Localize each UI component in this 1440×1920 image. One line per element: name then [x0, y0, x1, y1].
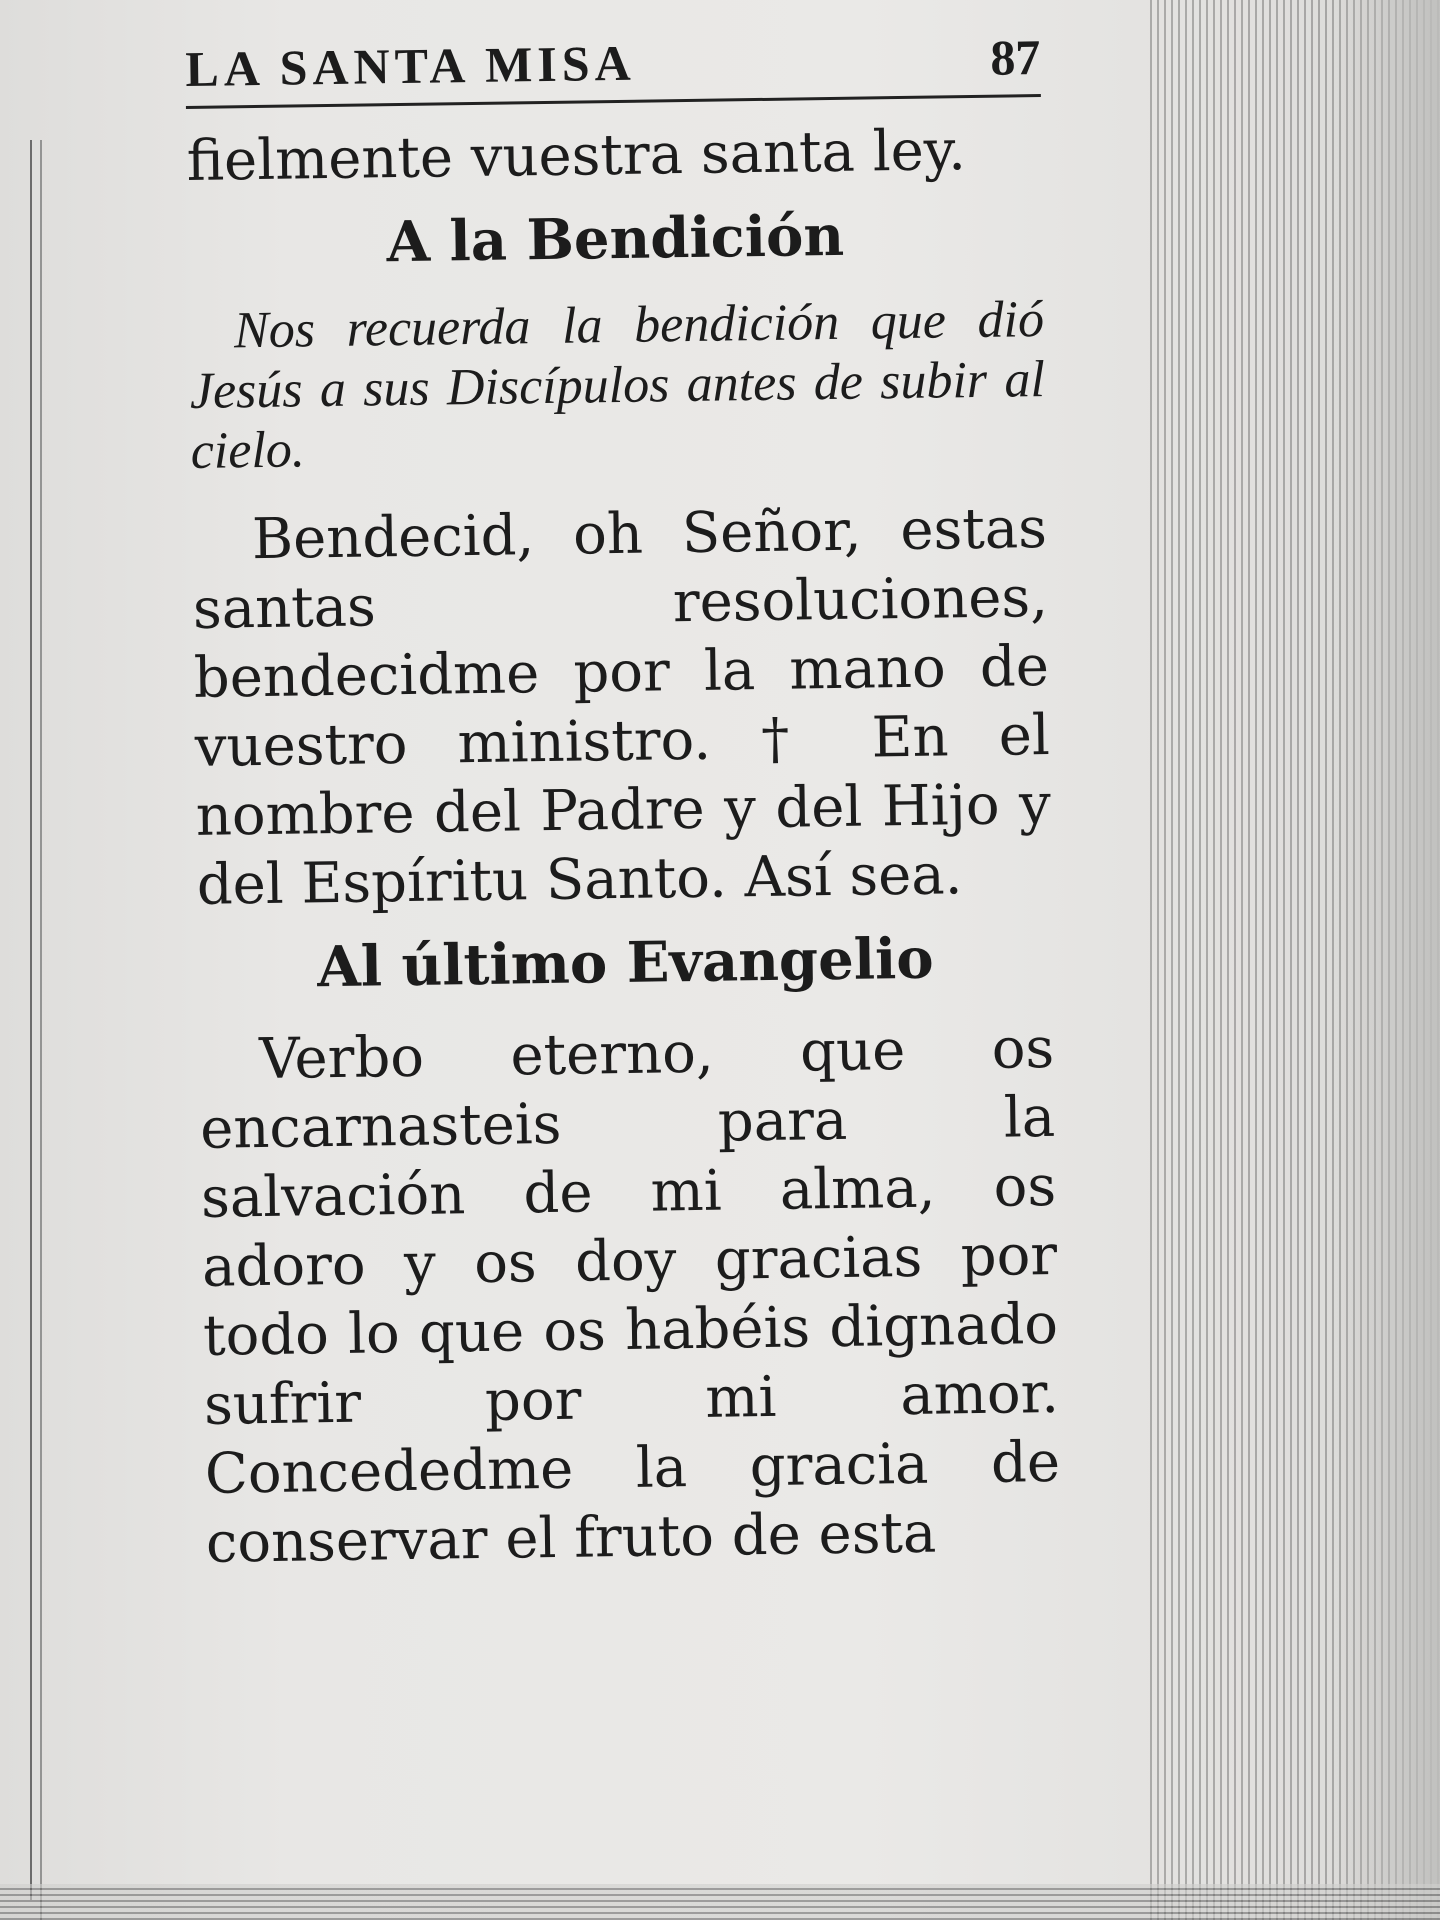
section-heading-evangelio: Al último Evangelio [316, 925, 935, 1001]
running-head [185, 28, 1041, 109]
binding-line [30, 140, 32, 1900]
running-title: LA SANTA MISA [185, 34, 637, 97]
prayer-paragraph-evangelio: Verbo eterno, que os encarnasteis para la salvación de mi alma, os adoro y os doy gracias por todo lo que os habéis dignado sufrir por mi amor. Concededme la gracia de conservar el fruto de esta [199, 1015, 1061, 1576]
bottom-page-edges [0, 1884, 1440, 1920]
page-edge-shadow [1330, 0, 1440, 1920]
page-number: 87 [989, 29, 1041, 86]
prayer-paragraph-bendicion: Bendecid, oh Señor, estas santas resoluciones, bendecidme por la mano de vuestro ministro. † En el nombre del Padre y del Hijo y del Espíritu Santo. Así sea. [192, 496, 1052, 918]
section-heading-bendicion: A la Bendición [386, 202, 845, 276]
text-block [185, 28, 1061, 1578]
section-note-bendicion: Nos recuerda la bendición que dió Jesús a sus Discípulos antes de subir al cielo. [189, 291, 1046, 480]
continued-paragraph: fielmente vuestra santa ley. [186, 118, 967, 194]
binding-line [40, 140, 42, 1920]
